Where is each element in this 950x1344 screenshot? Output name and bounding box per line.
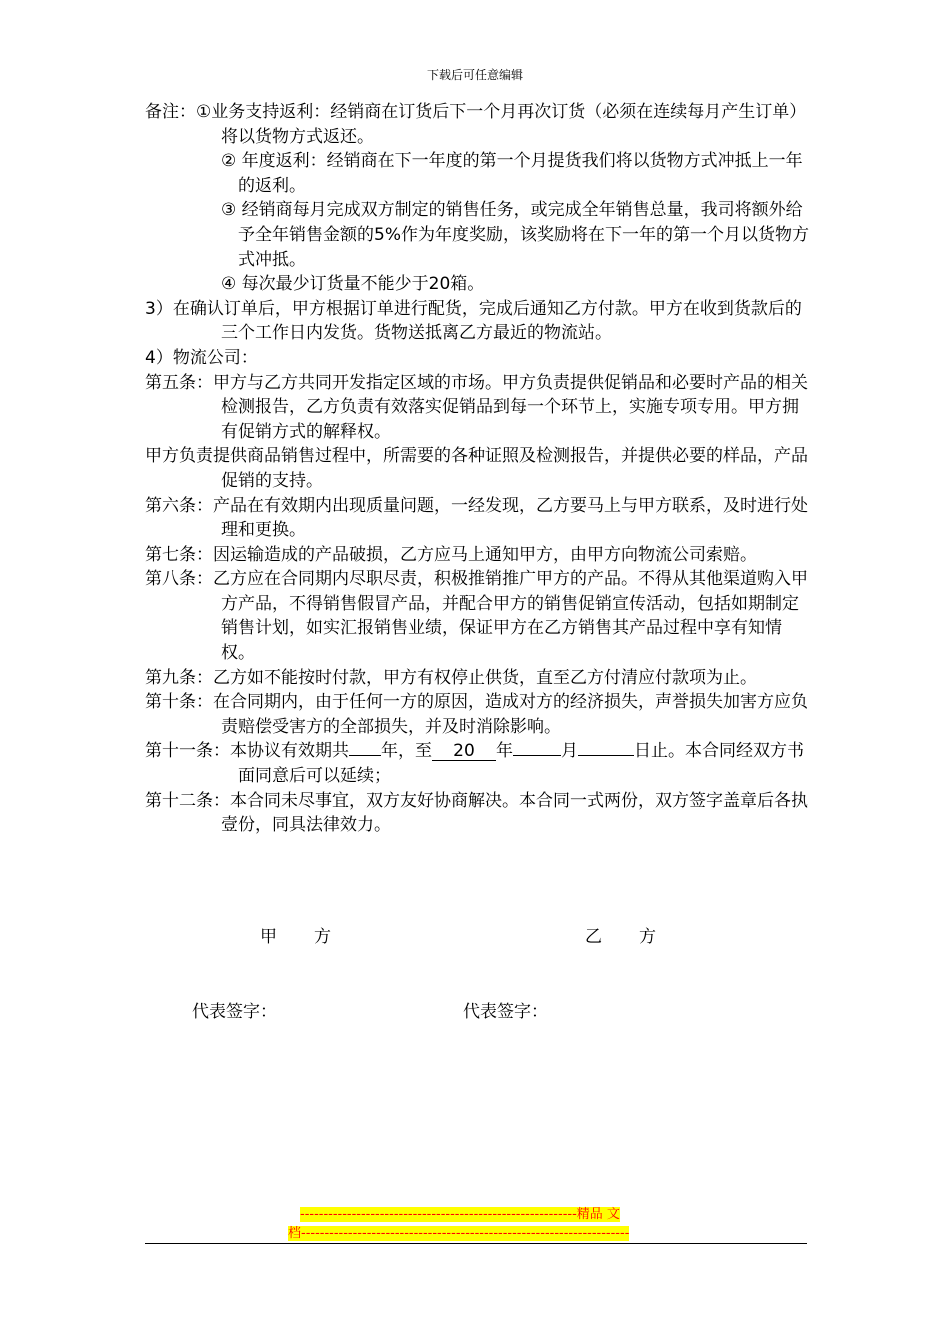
footer-dashes-2: ---------------------------------------------------------------------- [301, 1226, 630, 1241]
item-4-logistics: 4）物流公司： [145, 347, 258, 368]
article-11 [145, 739, 810, 788]
page-header: 下载后可任意编辑 [426, 68, 523, 82]
article-11-year-label: 年，至 [381, 741, 432, 762]
article-11-prefix: 第十一条：本协议有效期共 [145, 741, 349, 762]
article-7: 第七条：因运输造成的产品破损，乙方应马上通知甲方，由甲方向物流公司索赔。 [145, 544, 757, 565]
article-11-year2-label: 年 [496, 741, 513, 762]
article-11-month-label: 月 [561, 741, 578, 762]
article-5-supplement: 甲方负责提供商品销售过程中，所需要的各种证照及检测报告，并提供必要的样品，产品促销的支持。 [145, 446, 808, 491]
note-item-3: ③ 经销商每月完成双方制定的销售任务，或完成全年销售总量，我司将额外给予全年销售金额的5%作为年度奖励，该奖励将在下一年的第一个月以货物方式冲抵。 [221, 200, 809, 270]
note-item-2: ② 年度返利：经销商在下一年度的第一个月提货我们将以货物方式冲抵上一年的返利。 [221, 151, 803, 196]
note-item-1 [145, 100, 810, 149]
article-10: 第十条：在合同期内，由于任何一方的原因，造成对方的经济损失，声誉损失加害方应负责赔偿受害方的全部损失，并及时消除影响。 [145, 692, 808, 737]
validity-years-blank [349, 755, 381, 756]
item-3-order: 3）在确认订单后，甲方根据订单进行配货，完成后通知乙方付款。甲方在收到货款后的三个工作日内发货。货物送抵离乙方最近的物流站。 [145, 298, 802, 344]
footer-divider [145, 1243, 807, 1244]
party-row [0, 922, 950, 948]
article-6: 第六条：产品在有效期内出现质量问题，一经发现，乙方要马上与甲方联系，及时进行处理和更换。 [145, 495, 808, 541]
article-8: 第八条：乙方应在合同期内尽职尽责，积极推销推广甲方的产品。不得从其他渠道购入甲方产品，不得销售假冒产品，并配合甲方的销售促销宣传活动，包括如期制定销售计划，如实汇报销售业绩，保证甲方在乙方销售其产品过程中享有知情权。 [145, 569, 808, 664]
end-year-blank: 20 [432, 742, 496, 761]
party-a-label: 甲方 [260, 927, 368, 947]
footer-dashes-1: ----------------------------------------------------------- [300, 1207, 577, 1222]
party-a-representative-signature: 代表签字： [192, 1002, 277, 1022]
footer-line-1 [288, 1205, 668, 1224]
article-9: 第九条：乙方如不能按时付款，甲方有权停止供货，直至乙方付清应付款项为止。 [145, 667, 757, 688]
footer-text-2: 档 [288, 1226, 302, 1241]
document-body [145, 100, 810, 838]
notes-label: 备注： [145, 102, 196, 122]
note-sub-items [145, 149, 810, 297]
end-month-blank [513, 755, 561, 756]
footer-text-1: 精品 文 [576, 1207, 620, 1222]
note-item-4: ④ 每次最少订货量不能少于20箱。 [221, 274, 485, 295]
footer-line-2 [288, 1224, 668, 1243]
notes-section [145, 100, 810, 297]
article-5: 第五条：甲方与乙方共同开发指定区域的市场。甲方负责提供促销品和必要时产品的相关检测报告，乙方负责有效落实促销品到每一个环节上，实施专项专用。甲方拥有促销方式的解释权。 [145, 372, 808, 442]
footer-watermark [288, 1205, 668, 1243]
end-day-blank [578, 755, 634, 756]
party-b-label: 乙方 [585, 927, 693, 947]
article-12: 第十二条：本合同未尽事宜，双方友好协商解决。本合同一式两份，双方签字盖章后各执壹份，同具法律效力。 [145, 790, 808, 836]
party-b-representative-signature: 代表签字： [463, 1002, 548, 1022]
signature-row [0, 997, 950, 1023]
article-11-day-label: 日止。本合同经双方书面同意后可以延续； [238, 741, 804, 787]
note-item-1-text: ①业务支持返利：经销商在订货后下一个月再次订货（必须在连续每月产生订单）将以货物方式返还。 [196, 102, 807, 147]
